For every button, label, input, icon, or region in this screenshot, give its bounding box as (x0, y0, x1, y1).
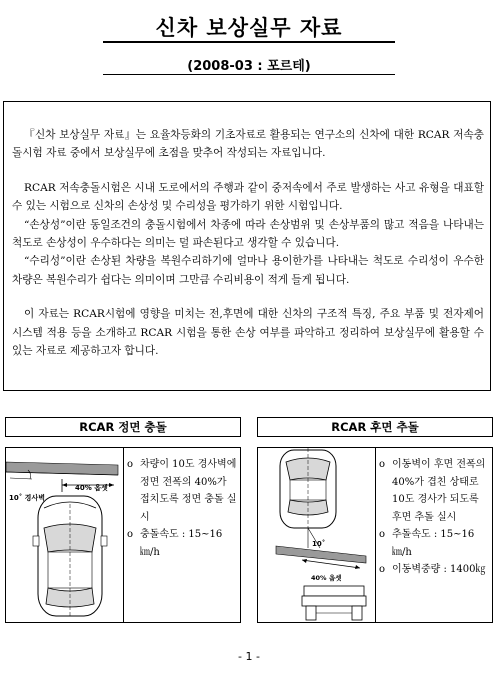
rear-angle-label: 10˚ (312, 540, 326, 548)
front-crash-diagram (6, 448, 123, 622)
rear-test-panel (257, 447, 493, 623)
rear-test-heading: RCAR 후면 추돌 (257, 417, 493, 437)
rear-desc-item: o 이동벽이 후면 전폭의 40%가 겹친 상태로 10도 경사가 되도록 후면 추돌 실시 (379, 459, 486, 523)
page-number: - 1 - (238, 650, 260, 663)
rear-desc-item: o 추돌속도 : 15~16㎞/h (379, 529, 475, 558)
document-title: 신차 보상실무 자료 (155, 16, 343, 40)
front-panel-divider (123, 448, 124, 622)
intro-paragraph-3: “손상성”이란 동일조건의 충돌시험에서 차종에 따라 손상범위 및 손상부품의 많고 적음을 나타내는 척도로 손상성이 우수하다는 의미는 덜 파손된다고 생각할 수 있습니다. (12, 218, 484, 250)
front-desc-item: o 차량이 10도 경사벽에 정면 전폭의 40%가 접치도록 정면 충돌 실시 (127, 459, 237, 523)
rear-desc-item: o 이동벽중량 : 1400㎏ (379, 564, 486, 575)
subtitle-bottom-rule (103, 74, 395, 75)
rear-crash-diagram (258, 448, 375, 622)
front-test-description (127, 456, 237, 561)
rear-overlap-label: 40% 옵셋 (311, 574, 342, 582)
front-test-panel (5, 447, 241, 623)
rear-panel-divider (375, 448, 376, 622)
intro-paragraph-4: “수리성”이란 손상된 차량을 복원수리하기에 얼마나 용이한가를 나타내는 척도로 수리성이 우수한 차량은 복원수리가 쉽다는 의미이며 그만큼 수리비용이 적게 들게 됩니다. (12, 255, 484, 286)
intro-paragraph-2: RCAR 저속충돌시험은 시내 도로에서의 주행과 같이 중저속에서 주로 발생하는 사고 유형을 대표할 수 있는 시험으로 신차의 손상성 및 수리성을 평가하기 위한 시험입니다. (12, 181, 484, 213)
front-angle-label: 10˚ 경사벽 (9, 494, 45, 502)
front-overlap-label: 40% 옵셋 (75, 484, 108, 492)
rear-car-icon (280, 448, 336, 528)
moving-barrier-icon (302, 586, 366, 620)
title-top-rule (103, 41, 395, 43)
front-desc-item: o 충돌속도 : 15~16㎞/h (127, 529, 223, 558)
intro-paragraph-5: 이 자료는 RCAR시험에 영향을 미치는 전,후면에 대한 신차의 구조적 특징, 주요 부품 및 전자제어 시스템 적용 등을 소개하고 RCAR 시험을 통한 손상 여부를 파악하고 정리하여 보상실무에 활용할 수 있는 자료로 제공하고자 합니다. (12, 308, 484, 358)
rear-test-description (379, 456, 491, 579)
front-car-icon (33, 496, 107, 618)
intro-paragraph-1: 『신차 보상실무 자료』는 요율차등화의 기초자료로 활용되는 연구소의 신차에 대한 RCAR 저속충돌시험 자료 중에서 보상실무에 초점을 맞추어 작성되는 자료입니다. (12, 129, 484, 160)
front-test-heading: RCAR 정면 충돌 (5, 417, 241, 437)
document-subtitle: (2008-03 : 포르테) (187, 59, 311, 74)
intro-box (3, 101, 491, 391)
